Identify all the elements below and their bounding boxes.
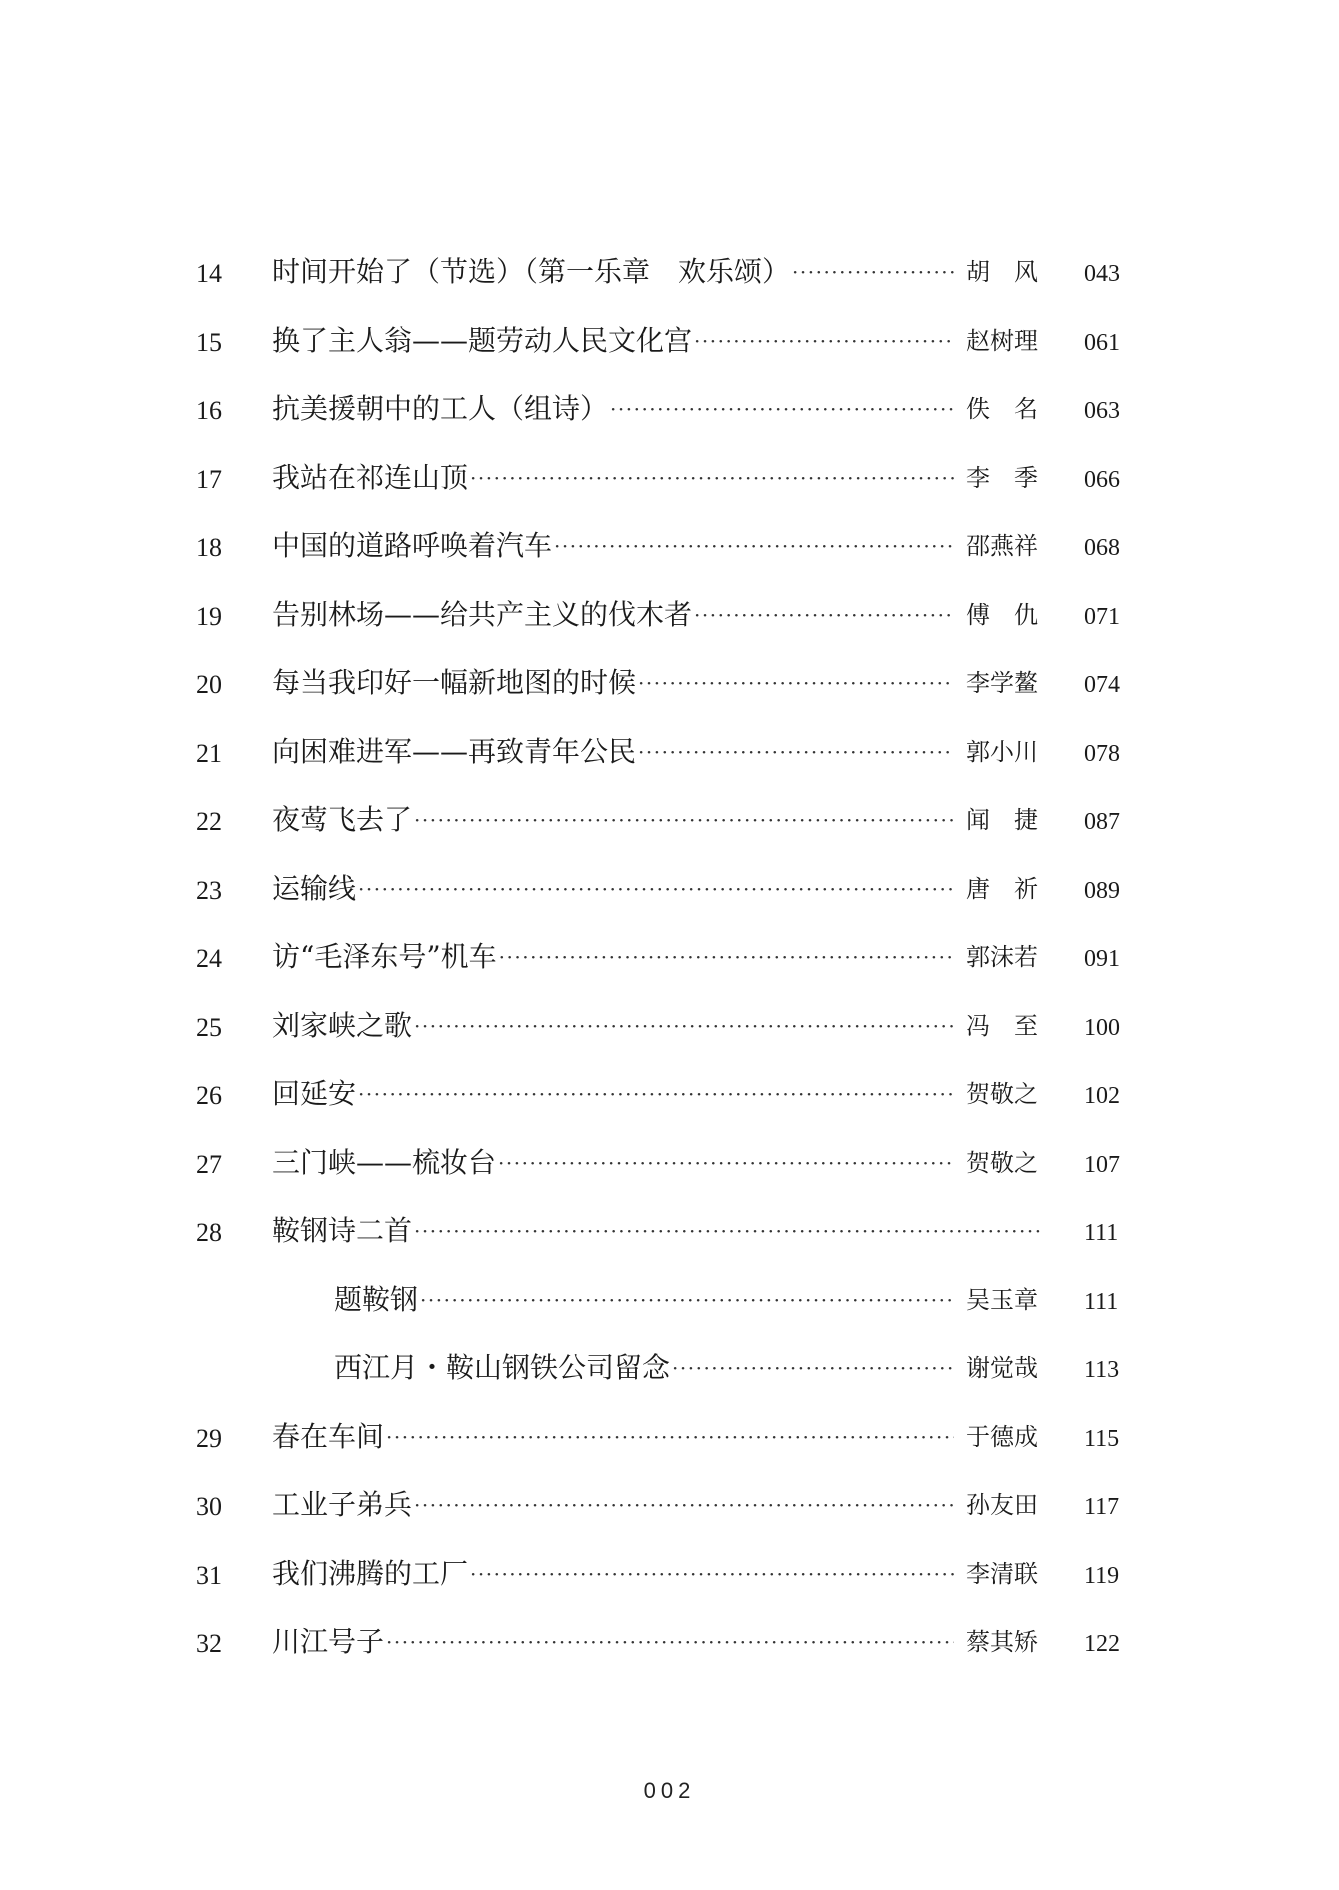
entry-author: 赵树理 xyxy=(966,326,1038,355)
toc-entry[interactable] xyxy=(0,658,1339,727)
leader-dots xyxy=(384,1630,954,1654)
entry-page: 068 xyxy=(1084,535,1120,561)
entry-author: 郭沫若 xyxy=(966,943,1038,971)
entry-number: 26 xyxy=(196,1081,222,1110)
toc-sub-entry[interactable] xyxy=(0,1275,1339,1344)
toc-entry[interactable] xyxy=(0,932,1339,1001)
entry-title[interactable]: 我站在祁连山顶 xyxy=(272,460,469,494)
toc-entry[interactable] xyxy=(0,727,1339,796)
toc-entry[interactable] xyxy=(0,1069,1339,1138)
toc-entry[interactable] xyxy=(0,1206,1339,1275)
entry-page: 071 xyxy=(1084,603,1120,630)
leader-dots xyxy=(496,1151,954,1175)
toc-entry[interactable] xyxy=(0,453,1339,522)
toc-entry[interactable] xyxy=(0,247,1339,316)
entry-page: 122 xyxy=(1084,1631,1120,1657)
entry-title[interactable]: 题鞍钢 xyxy=(334,1282,419,1316)
entry-page: 063 xyxy=(1084,398,1120,424)
entry-page: 111 xyxy=(1084,1220,1119,1246)
leader-dots xyxy=(412,1493,954,1517)
entry-title-line xyxy=(272,453,954,503)
entry-page: 043 xyxy=(1084,261,1120,287)
entry-title-line xyxy=(272,521,954,571)
leader-dots xyxy=(468,1562,954,1586)
toc-entry[interactable] xyxy=(0,1001,1339,1070)
toc-entry[interactable] xyxy=(0,795,1339,864)
leader-dots xyxy=(608,397,954,421)
leader-dots xyxy=(384,1425,954,1449)
entry-number: 31 xyxy=(196,1560,222,1590)
leader-dots xyxy=(497,945,954,969)
leader-dots xyxy=(468,466,954,490)
entry-title-line xyxy=(272,1549,954,1599)
entry-title[interactable]: 刘家峡之歌 xyxy=(272,1008,413,1042)
leader-dots xyxy=(412,808,954,832)
entry-title[interactable]: 回延安 xyxy=(272,1077,357,1110)
entry-title[interactable]: 西江月・鞍山钢铁公司留念 xyxy=(334,1351,671,1384)
entry-title[interactable]: 春在车间 xyxy=(272,1419,385,1453)
toc-entry[interactable] xyxy=(0,1412,1339,1481)
leader-dots xyxy=(692,329,954,353)
entry-title[interactable]: 时间开始了（节选）（第一乐章 欢乐颂） xyxy=(272,255,791,288)
leader-dots xyxy=(356,877,954,901)
entry-author: 邵燕祥 xyxy=(966,532,1038,560)
entry-page: 113 xyxy=(1084,1357,1120,1383)
leader-dots xyxy=(636,671,954,695)
entry-title-line xyxy=(272,932,954,982)
entry-page: 107 xyxy=(1084,1151,1120,1178)
entry-title[interactable]: 向困难进军——再致青年公民 xyxy=(272,734,637,768)
entry-title[interactable]: 运输线 xyxy=(272,871,357,905)
entry-author: 吴玉章 xyxy=(966,1285,1038,1314)
entry-author: 胡 风 xyxy=(966,258,1038,286)
entry-author: 李学鳌 xyxy=(966,669,1038,697)
toc-entry[interactable] xyxy=(0,864,1339,933)
entry-author: 李 季 xyxy=(966,463,1038,492)
entry-title-line xyxy=(272,247,954,297)
entry-number: 20 xyxy=(196,670,222,699)
leader-dots xyxy=(636,740,954,764)
entry-page: 100 xyxy=(1084,1014,1120,1041)
entry-title-line xyxy=(272,316,954,366)
toc-entry[interactable] xyxy=(0,1480,1339,1549)
entry-number: 15 xyxy=(196,327,222,357)
toc-entry[interactable] xyxy=(0,384,1339,453)
entry-title[interactable]: 我们沸腾的工厂 xyxy=(272,1556,469,1590)
toc-entry[interactable] xyxy=(0,1138,1339,1207)
entry-title-line xyxy=(272,1206,1044,1256)
page-number: 002 xyxy=(643,1778,696,1803)
entry-page: 111 xyxy=(1084,1288,1119,1315)
entry-title-line xyxy=(272,795,954,845)
entry-title[interactable]: 川江号子 xyxy=(272,1625,385,1658)
entry-page: 061 xyxy=(1084,329,1120,356)
entry-author: 于德成 xyxy=(966,1422,1038,1451)
entry-page: 115 xyxy=(1084,1425,1120,1452)
entry-title[interactable]: 工业子弟兵 xyxy=(272,1488,413,1521)
entry-page: 089 xyxy=(1084,877,1120,904)
entry-title-line xyxy=(272,1617,954,1667)
entry-page: 087 xyxy=(1084,809,1120,835)
entry-title-line xyxy=(272,727,954,777)
entry-author: 唐 祈 xyxy=(966,874,1038,903)
entry-title-line xyxy=(272,1069,954,1119)
entry-author: 孙友田 xyxy=(966,1491,1038,1519)
entry-page: 066 xyxy=(1084,466,1120,493)
entry-author: 傅 仇 xyxy=(966,600,1038,629)
entry-author: 郭小川 xyxy=(966,737,1038,766)
entry-number: 21 xyxy=(196,738,222,768)
entry-page: 091 xyxy=(1084,946,1120,972)
entry-title-line xyxy=(272,590,954,640)
entry-author xyxy=(966,1214,1052,1248)
entry-page: 117 xyxy=(1084,1494,1120,1520)
entry-author: 贺敬之 xyxy=(966,1148,1038,1177)
entry-title-line xyxy=(272,384,954,434)
entry-author: 闻 捷 xyxy=(966,806,1038,834)
entry-number: 29 xyxy=(196,1423,222,1453)
entry-number: 28 xyxy=(196,1218,222,1247)
entry-page: 102 xyxy=(1084,1083,1120,1109)
entry-title-line xyxy=(272,658,954,708)
table-of-contents xyxy=(0,247,1339,1686)
entry-number: 25 xyxy=(196,1012,222,1042)
entry-author: 谢觉哉 xyxy=(966,1354,1038,1382)
entry-author: 贺敬之 xyxy=(966,1080,1038,1108)
entry-number: 27 xyxy=(196,1149,222,1179)
leader-dots xyxy=(412,1014,954,1038)
entry-author: 李清联 xyxy=(966,1559,1038,1588)
leader-dots xyxy=(790,260,954,284)
entry-title-line xyxy=(272,1138,954,1188)
entry-number: 22 xyxy=(196,807,222,836)
entry-title-line xyxy=(272,1480,954,1530)
entry-title[interactable]: 抗美援朝中的工人（组诗） xyxy=(272,392,609,425)
entry-title[interactable]: 鞍钢诗二首 xyxy=(272,1214,413,1247)
entry-title-line xyxy=(334,1275,954,1325)
entry-title[interactable]: 三门峡——梳妆台 xyxy=(272,1145,497,1179)
entry-page: 074 xyxy=(1084,672,1120,698)
entry-page: 078 xyxy=(1084,740,1120,767)
entry-title[interactable]: 每当我印好一幅新地图的时候 xyxy=(272,666,637,699)
entry-number: 24 xyxy=(196,944,222,973)
toc-entry[interactable] xyxy=(0,1549,1339,1618)
entry-number: 17 xyxy=(196,464,222,494)
leader-dots xyxy=(670,1356,954,1380)
entry-author: 佚 名 xyxy=(966,395,1038,423)
entry-title-line xyxy=(272,864,954,914)
entry-title[interactable]: 中国的道路呼唤着汽车 xyxy=(272,529,553,562)
entry-page: 119 xyxy=(1084,1562,1120,1589)
leader-dots xyxy=(356,1082,954,1106)
entry-title[interactable]: 换了主人翁——题劳动人民文化宫 xyxy=(272,323,693,357)
entry-title[interactable]: 访“毛泽东号”机车 xyxy=(272,940,497,973)
entry-title-line xyxy=(272,1001,954,1051)
toc-sub-entry[interactable] xyxy=(0,1343,1339,1412)
entry-title-line xyxy=(272,1412,954,1462)
leader-dots xyxy=(412,1219,1044,1243)
entry-number: 23 xyxy=(196,875,222,905)
toc-entry[interactable] xyxy=(0,316,1339,385)
entry-number: 30 xyxy=(196,1492,222,1521)
entry-number: 14 xyxy=(196,259,222,288)
entry-number: 19 xyxy=(196,601,222,631)
entry-number: 32 xyxy=(196,1629,222,1658)
toc-entry[interactable] xyxy=(0,1617,1339,1686)
leader-dots xyxy=(552,534,954,558)
entry-author: 蔡其矫 xyxy=(966,1628,1038,1656)
leader-dots xyxy=(418,1288,954,1312)
toc-entry[interactable] xyxy=(0,521,1339,590)
entry-title[interactable]: 夜莺飞去了 xyxy=(272,803,413,836)
entry-number: 18 xyxy=(196,533,222,562)
toc-entry[interactable] xyxy=(0,590,1339,659)
entry-author: 冯 至 xyxy=(966,1011,1038,1040)
leader-dots xyxy=(692,603,954,627)
entry-title-line xyxy=(334,1343,954,1393)
entry-number: 16 xyxy=(196,396,222,425)
entry-title[interactable]: 告别林场——给共产主义的伐木者 xyxy=(272,597,693,631)
